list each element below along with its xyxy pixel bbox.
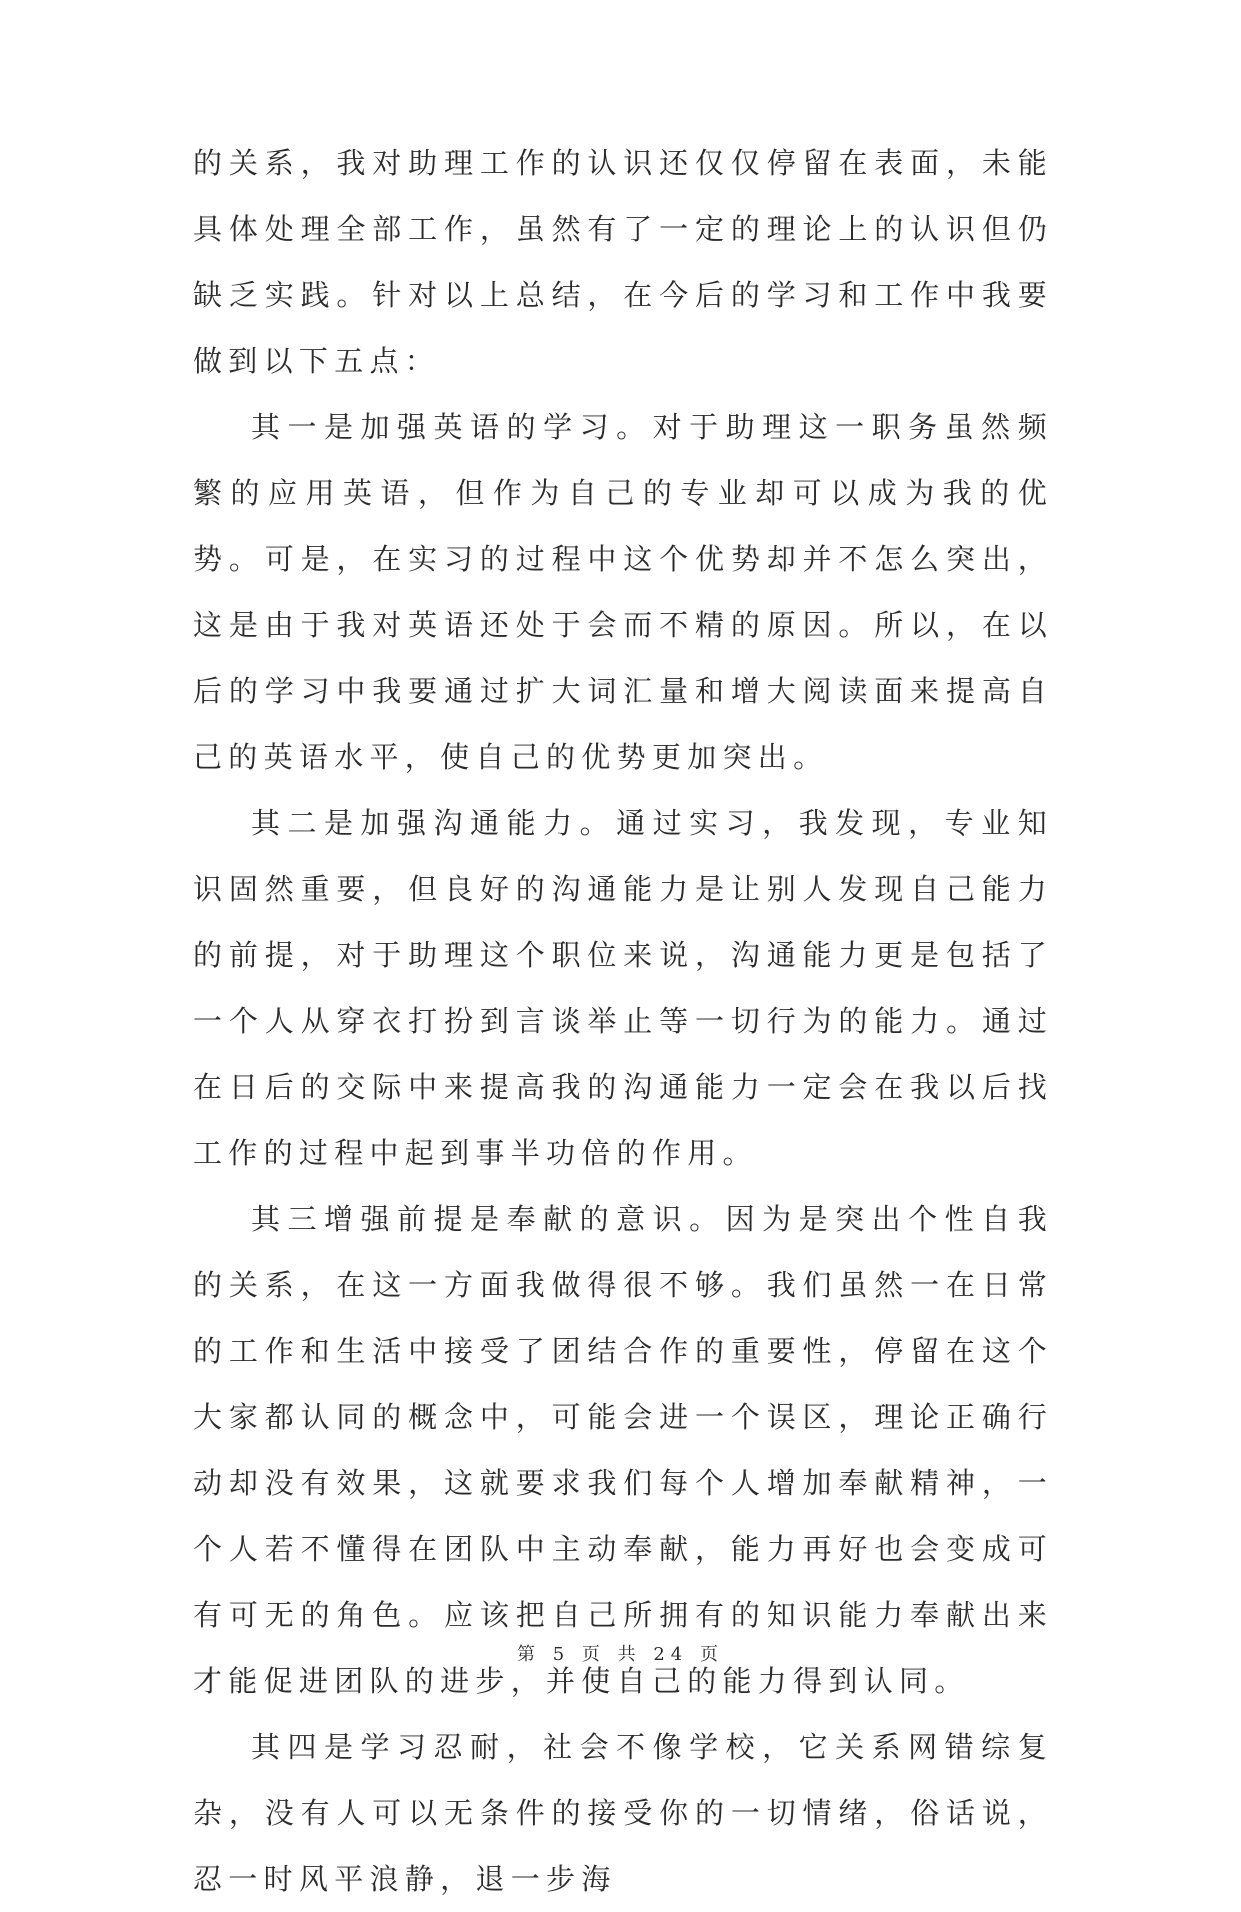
paragraph-dedication: 其三增强前提是奉献的意识。因为是突出个性自我的关系，在这一方面我做得很不够。我们虽然一在日常的工作和生活中接受了团结合作的重要性，停留在这个大家都认同的概念中，可能会进一个误区，理论正确行动却没有效果，这就要求我们每个人增加奉献精神，一个人若不懂得在团队中主动奉献，能力再好也会变成可有可无的角色。应该把自己所拥有的知识能力奉献出来才能促进团队的进步，并使自己的能力得到认同。 xyxy=(193,1202,1053,1698)
paragraph-english-study: 其一是加强英语的学习。对于助理这一职务虽然频繁的应用英语，但作为自己的专业却可以成为我的优势。可是，在实习的过程中这个优势却并不怎么突出，这是由于我对英语还处于会而不精的原因。所以，在以后的学习中我要通过扩大词汇量和增大阅读面来提高自己的英语水平，使自己的优势更加突出。 xyxy=(193,410,1053,774)
paragraph-communication: 其二是加强沟通能力。通过实习，我发现，专业知识固然重要，但良好的沟通能力是让别人发现自己能力的前提，对于助理这个职位来说，沟通能力更是包括了一个人从穿衣打扮到言谈举止等一切行为的能力。通过在日后的交际中来提高我的沟通能力一定会在我以后找工作的过程中起到事半功倍的作用。 xyxy=(193,806,1053,1170)
page-number-footer: 第 5 页 共 24 页 xyxy=(517,1644,724,1665)
paragraph-patience: 其四是学习忍耐，社会不像学校，它关系网错综复杂，没有人可以无条件的接受你的一切情绪，俗话说，忍一时风平浪静，退一步海 xyxy=(193,1730,1053,1896)
paragraph-continuation: 的关系，我对助理工作的认识还仅仅停留在表面，未能具体处理全部工作，虽然有了一定的理论上的认识但仍缺乏实践。针对以上总结，在今后的学习和工作中我要做到以下五点： xyxy=(193,146,1053,378)
